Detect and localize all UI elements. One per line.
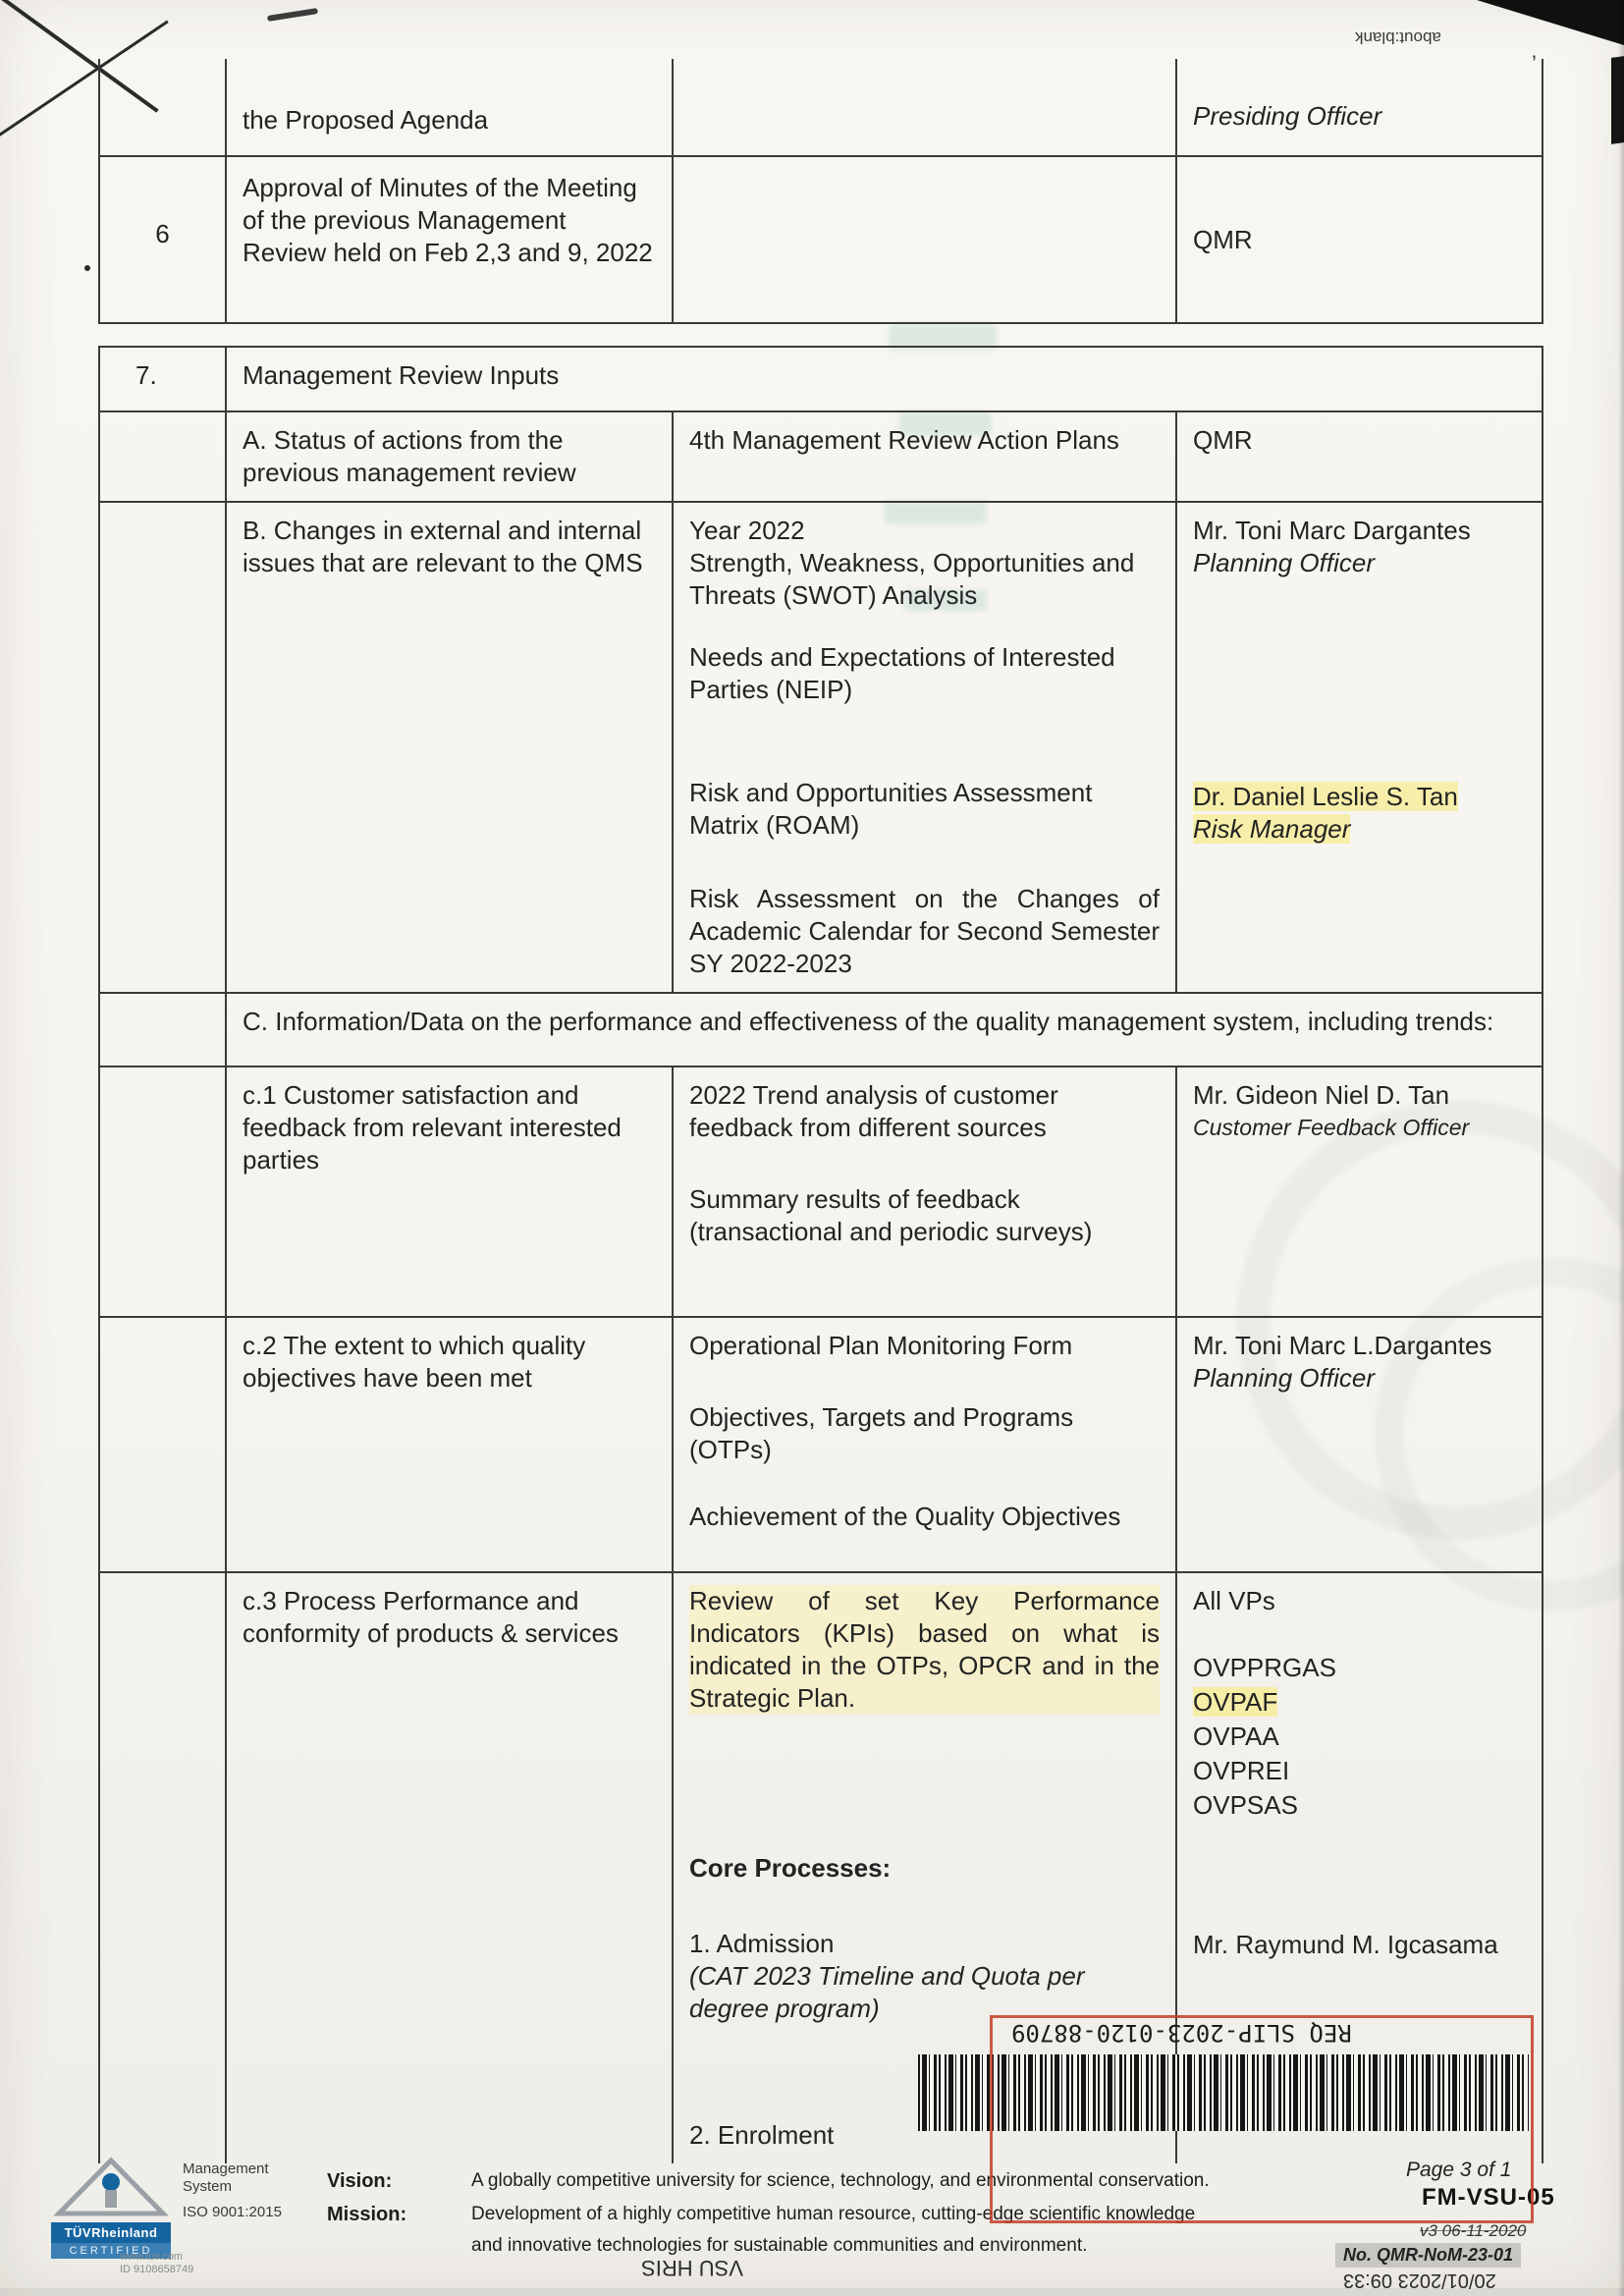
responsible-title: Customer Feedback Officer <box>1193 1115 1470 1140</box>
table-cell <box>100 994 225 1066</box>
responsible-title: Planning Officer <box>1193 548 1375 577</box>
table-cell <box>100 412 225 501</box>
vp-item: OVPAA <box>1193 1722 1279 1751</box>
detail-text: Risk Assessment on the Changes of Academic Calendar for Second Semester SY 2022-2023 <box>689 884 1160 978</box>
cert-url: www.tuv.com <box>120 2251 183 2263</box>
row-number: 6 <box>155 219 170 248</box>
scan-edge-artifact <box>1618 0 1624 2296</box>
process-note: (CAT 2023 Timeline and Quota per degree program) <box>689 1961 1085 2023</box>
table-cell <box>100 59 225 155</box>
scan-smudge-artifact <box>267 8 318 22</box>
responsible-name: Mr. Gideon Niel D. Tan <box>1193 1080 1450 1110</box>
section-heading: Management Review Inputs <box>225 348 1542 410</box>
cert-id: ID 9108658749 <box>120 2264 194 2275</box>
cert-system-line: System <box>183 2178 233 2195</box>
red-annotation-box <box>990 2015 1534 2223</box>
responsible-name: Mr. Toni Marc L.Dargantes <box>1193 1331 1492 1360</box>
table-row-7 <box>98 346 1543 412</box>
table-cell <box>100 1318 225 1571</box>
detail-text: Strength, Weakness, Opportunities and Threats (SWOT) Analysis <box>689 548 1135 610</box>
responsible-name: All VPs <box>1193 1586 1275 1615</box>
cert-system-line: Management <box>183 2160 269 2177</box>
table-row-c1 <box>98 1067 1543 1318</box>
responsible-title: Planning Officer <box>1193 1363 1375 1393</box>
responsible-title: Presiding Officer <box>1175 59 1542 155</box>
agenda-item-text: the Proposed Agenda <box>225 59 672 155</box>
rotated-page-url: about:blank <box>1355 28 1441 47</box>
table-cell <box>672 59 1175 155</box>
detail-text: 2022 Trend analysis of customer feedback from different sources <box>689 1080 1058 1142</box>
agenda-item-text: c.1 Customer satisfaction and feedback from relevant interested parties <box>225 1067 672 1316</box>
table-row-c <box>98 994 1543 1067</box>
table-cell <box>100 503 225 992</box>
kpi-review-text: Review of set Key Performance Indicators (KPIs) based on what is indicated in the OTPs, OPCR and in the Strategic Plan. <box>689 1586 1160 1713</box>
table-row-proposed-agenda <box>98 59 1543 157</box>
scan-edge-artifact <box>1611 56 1624 144</box>
table-cell <box>672 157 1175 322</box>
process-item: 1. Admission <box>689 1929 835 1958</box>
cert-url-id <box>120 2251 193 2276</box>
table-gap <box>98 324 1543 346</box>
scan-dot-artifact <box>84 265 90 271</box>
mission-text-line2: and innovative technologies for sustainable communities and environment. <box>471 2235 1088 2256</box>
detail-column <box>672 1318 1175 1571</box>
core-processes-label: Core Processes: <box>689 1853 892 1883</box>
detail-text: Risk and Opportunities Assessment Matrix (ROAM) <box>689 778 1093 840</box>
detail-text: Operational Plan Monitoring Form <box>689 1331 1073 1360</box>
mission-text-line1: Development of a highly competitive human resource, cutting-edge scientific knowledge <box>471 2204 1196 2224</box>
detail-text: Needs and Expectations of Interested Parties (NEIP) <box>689 642 1115 704</box>
tuv-triangle-icon <box>51 2157 171 2217</box>
table-cell <box>100 1573 225 2163</box>
scan-mark: ’ <box>1532 51 1537 76</box>
responsible-person <box>1193 515 1526 579</box>
process-item: 2. Enrolment <box>689 2120 835 2150</box>
barcode-label: REQ SLIP-2023-0120-88709 <box>1011 2019 1352 2047</box>
table-row-c2 <box>98 1318 1543 1573</box>
agenda-item-text: Approval of Minutes of the Meeting of the previous Management Review held on Feb 2,3 and 9, 2022 <box>225 157 672 322</box>
responsible-person <box>1193 781 1526 846</box>
scan-corner-artifact <box>1477 0 1624 45</box>
detail-text: Year 2022 <box>689 516 805 545</box>
responsible-name: Mr. Raymund M. Igcasama <box>1193 1930 1498 1959</box>
agenda-item-text: B. Changes in external and internal issues that are relevant to the QMS <box>225 503 672 992</box>
table-cell <box>100 1067 225 1316</box>
responsible-name: Mr. Toni Marc Dargantes <box>1193 516 1471 545</box>
responsible-name: QMR <box>1175 157 1542 322</box>
print-timestamp: 20/01/2023 09:33 <box>1343 2269 1496 2291</box>
table-row-b <box>98 503 1543 994</box>
detail-text: 4th Management Review Action Plans <box>672 412 1175 501</box>
vp-item: OVPPRGAS <box>1193 1653 1336 1682</box>
vision-text: A globally competitive university for science, technology, and environmental conservation. <box>471 2170 1210 2191</box>
agenda-item-text: c.2 The extent to which quality objectives have been met <box>225 1318 672 1571</box>
page-number: Page 3 of 1 <box>1406 2159 1512 2181</box>
vision-label: Vision: <box>327 2170 393 2192</box>
form-code: FM-VSU-05 <box>1422 2184 1555 2211</box>
agenda-item-text: c.3 Process Performance and conformity of products & services <box>225 1573 672 2163</box>
cert-system-text <box>183 2160 282 2221</box>
section-heading: C. Information/Data on the performance and effectiveness of the quality management system, including trends: <box>225 994 1542 1066</box>
responsible-column <box>1175 1318 1542 1571</box>
responsible-name: Dr. Daniel Leslie S. Tan <box>1193 782 1458 811</box>
vp-item: OVPSAS <box>1193 1790 1298 1820</box>
tuv-org-label: TÜVRheinland <box>51 2222 171 2243</box>
tuv-certified-label: CERTIFIED <box>51 2243 171 2259</box>
table-row-6 <box>98 157 1543 324</box>
responsible-column <box>1175 1067 1542 1316</box>
vp-item: OVPAF <box>1193 1687 1278 1717</box>
detail-column <box>672 503 1175 992</box>
form-version: v3 06-11-2020 <box>1420 2221 1527 2240</box>
hris-watermark-text: VSU HRIS <box>641 2256 743 2280</box>
cert-standard: ISO 9001:2015 <box>183 2204 282 2220</box>
agenda-table <box>98 59 1543 2163</box>
table-row-a <box>98 412 1543 503</box>
detail-text: Achievement of the Quality Objectives <box>689 1502 1121 1531</box>
tuv-certification-logo <box>51 2157 171 2259</box>
responsible-name: QMR <box>1175 412 1542 501</box>
document-number: No. QMR-NoM-23-01 <box>1335 2243 1521 2268</box>
detail-text: Summary results of feedback (transactional and periodic surveys) <box>689 1184 1093 1246</box>
detail-column <box>672 1067 1175 1316</box>
agenda-item-text: A. Status of actions from the previous management review <box>225 412 672 501</box>
detail-text: Objectives, Targets and Programs (OTPs) <box>689 1402 1074 1464</box>
mission-label: Mission: <box>327 2204 407 2225</box>
row-number: 7. <box>135 360 157 390</box>
responsible-title: Risk Manager <box>1193 814 1351 844</box>
responsible-column <box>1175 503 1542 992</box>
vp-item: OVPREI <box>1193 1756 1290 1785</box>
